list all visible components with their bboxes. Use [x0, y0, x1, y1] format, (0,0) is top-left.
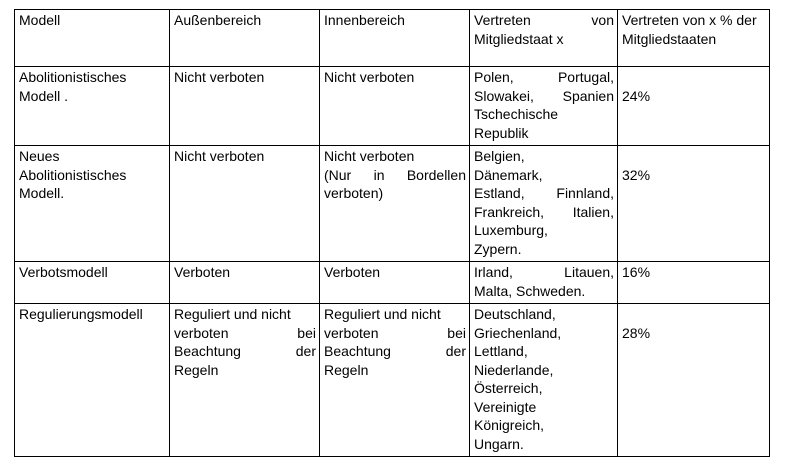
states-cell: Irland, Litauen, Malta, Schweden. — [470, 262, 618, 304]
model-cell: Regulierungsmodell — [15, 304, 170, 457]
header-row — [15, 10, 770, 67]
model-cell: Verbotsmodell — [15, 262, 170, 304]
header-vertreten-line-2: Mitgliedstaat x — [474, 30, 564, 47]
table-row — [15, 262, 770, 304]
percent-cell: 28% — [618, 304, 770, 457]
inside-cell: Nicht verboten — [320, 67, 470, 146]
outside-cell: Nicht verboten — [170, 146, 320, 262]
inside-cell: Verboten — [320, 262, 470, 304]
header-innenbereich: Innenbereich — [320, 10, 470, 67]
header-vertreten-mitgliedstaat — [470, 10, 618, 67]
outside-cell: Nicht verboten — [170, 67, 320, 146]
header-aussenbereich: Außenbereich — [170, 10, 320, 67]
header-vertreten-line-1: Vertreten von — [474, 12, 614, 28]
prostitution-models-table — [14, 9, 770, 457]
table-row — [15, 67, 770, 146]
percent-cell: 24% — [618, 67, 770, 146]
states-cell: Deutschland, Griechenland, Lettland, Niederlande, Österreich, Vereinigte Königreich, Ungarn. — [470, 304, 618, 457]
model-cell: Abolitionistisches Modell . — [15, 67, 170, 146]
model-cell: Neues Abolitionistisches Modell. — [15, 146, 170, 262]
inside-cell: Nicht verboten (Nur in Bordellen verboten) — [320, 146, 470, 262]
header-vertreten-prozent: Vertreten von x % der Mitgliedstaaten — [618, 10, 770, 67]
outside-cell: Verboten — [170, 262, 320, 304]
percent-cell: 32% — [618, 146, 770, 262]
table-row — [15, 146, 770, 262]
header-modell: Modell — [15, 10, 170, 67]
table-row — [15, 304, 770, 457]
states-cell: Belgien, Dänemark, Estland, Finnland, Frankreich, Italien, Luxemburg, Zypern. — [470, 146, 618, 262]
states-cell: Polen, Portugal, Slowakei, Spanien Tschechische Republik — [470, 67, 618, 146]
inside-cell: Reguliert und nicht verboten bei Beachtung der Regeln — [320, 304, 470, 457]
percent-cell: 16% — [618, 262, 770, 304]
outside-cell: Reguliert und nicht verboten bei Beachtung der Regeln — [170, 304, 320, 457]
